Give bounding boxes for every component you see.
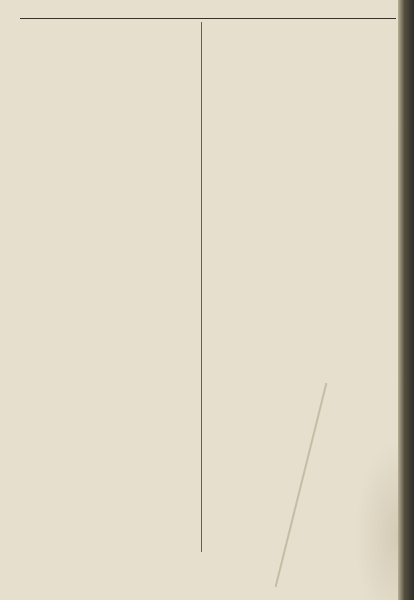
pag-label — [20, 22, 198, 27]
header-rule — [20, 18, 396, 19]
left-column — [20, 22, 198, 27]
paper-stain — [355, 440, 398, 600]
page-tear — [275, 383, 328, 587]
page-header — [22, 4, 390, 18]
book-edge — [398, 0, 414, 600]
column-divider — [201, 22, 202, 552]
